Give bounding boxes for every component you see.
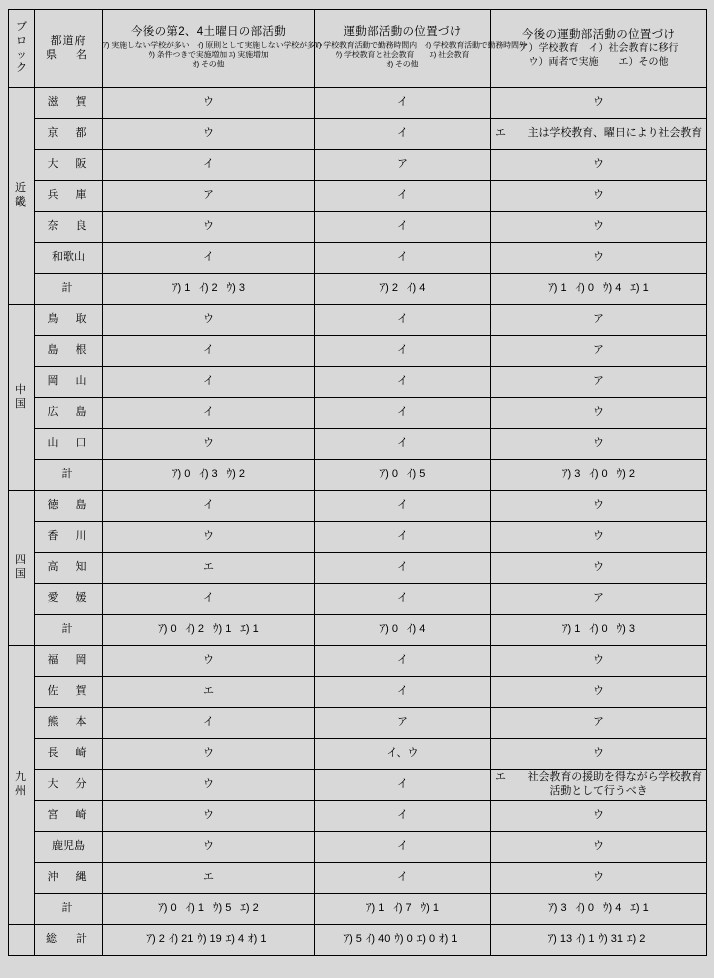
block-name-char: 四 xyxy=(15,554,28,567)
grand-total-block-spacer xyxy=(9,925,35,956)
answer-q2: イ xyxy=(315,336,491,367)
table-row xyxy=(9,305,707,336)
grand-total-segment: ｱ) 5 xyxy=(343,933,362,946)
answer-q1: ウ xyxy=(103,832,315,863)
header-question-q1 xyxy=(103,10,323,88)
answer-q2: イ xyxy=(315,119,491,150)
table-row xyxy=(9,739,707,770)
header-question-options xyxy=(103,40,323,70)
answer-q1: エ xyxy=(103,863,315,894)
table-row xyxy=(9,367,707,398)
summary-segment: ｲ) 4 xyxy=(407,623,426,636)
prefecture-name: 広 島 xyxy=(35,398,103,429)
summary-segment: ｱ) 1 xyxy=(365,902,385,915)
answer-q2: イ xyxy=(315,181,491,212)
table-row xyxy=(9,119,707,150)
answer-q2: イ xyxy=(315,212,491,243)
summary-segment: ｲ) 0 xyxy=(575,282,594,295)
table-row xyxy=(9,553,707,584)
answer-q3: ウ xyxy=(491,522,707,553)
grand-total-segment: ｳ) 19 xyxy=(197,933,222,946)
block-name-char: 国 xyxy=(15,397,28,410)
answer-q3: エ 社会教育の援助を得ながら学校教育活動として行うべき xyxy=(491,770,707,801)
answer-q3: エ 主は学校教育、曜日により社会教育 xyxy=(491,119,707,150)
grand-total-q3 xyxy=(491,925,707,956)
summary-segment: ｳ) 3 xyxy=(616,623,636,636)
answer-q1: イ xyxy=(103,243,315,274)
header-question-title: 運動部活動の位置づけ xyxy=(343,26,462,39)
answer-q2: イ xyxy=(315,88,491,119)
answer-q3: ウ xyxy=(491,398,707,429)
answer-q3: ウ xyxy=(491,212,707,243)
prefecture-name: 京 都 xyxy=(35,119,103,150)
block-summary-row xyxy=(9,615,707,646)
answer-q2: イ xyxy=(315,491,491,522)
table-row xyxy=(9,708,707,739)
table-row xyxy=(9,243,707,274)
summary-q1 xyxy=(103,615,315,646)
answer-q3: ウ xyxy=(491,243,707,274)
summary-segment: ｴ) 1 xyxy=(630,282,649,295)
summary-segment: ｲ) 5 xyxy=(407,468,426,481)
summary-q2 xyxy=(315,615,491,646)
header-question-q2 xyxy=(315,10,527,88)
answer-q2: イ xyxy=(315,398,491,429)
summary-segment: ｳ) 1 xyxy=(420,902,440,915)
prefecture-name: 兵 庫 xyxy=(35,181,103,212)
answer-q2: イ xyxy=(315,367,491,398)
answer-q1: ウ xyxy=(103,88,315,119)
grand-total-segment: ｳ) 31 xyxy=(598,933,623,946)
summary-segment: ｳ) 4 xyxy=(603,282,622,295)
answer-q1: ウ xyxy=(103,739,315,770)
table-row xyxy=(9,429,707,460)
table-row xyxy=(9,832,707,863)
block-name-cell xyxy=(9,491,35,646)
answer-q3: ウ xyxy=(491,88,707,119)
summary-q3 xyxy=(491,460,707,491)
answer-q1: ウ xyxy=(103,305,315,336)
summary-q2 xyxy=(315,894,491,925)
header-question-title: 今後の第2、4土曜日の部活動 xyxy=(131,26,286,39)
summary-segment: ｱ) 0 xyxy=(158,623,177,636)
answer-q1: イ xyxy=(103,584,315,615)
header-question-option: ｳ) 条件つきで実施増加 ｴ) 実施増加 xyxy=(148,50,269,60)
answer-q1: ウ xyxy=(103,119,315,150)
summary-segment: ｲ) 1 xyxy=(185,902,204,915)
prefecture-name: 奈 良 xyxy=(35,212,103,243)
header-block-label-char: ブ xyxy=(16,21,27,33)
answer-q2: ア xyxy=(315,708,491,739)
summary-label: 計 xyxy=(35,894,103,925)
answer-q3: ア xyxy=(491,708,707,739)
table-row xyxy=(9,212,707,243)
answer-q1: ウ xyxy=(103,429,315,460)
answer-q3: ウ xyxy=(491,150,707,181)
answer-q2: イ xyxy=(315,863,491,894)
answer-q3: ウ xyxy=(491,801,707,832)
prefecture-name: 佐 賀 xyxy=(35,677,103,708)
table-row xyxy=(9,584,707,615)
block-summary-row xyxy=(9,894,707,925)
summary-segment: ｱ) 0 xyxy=(379,623,398,636)
summary-q3 xyxy=(491,894,707,925)
block-summary-row xyxy=(9,460,707,491)
table-row xyxy=(9,491,707,522)
header-block-label-char: ロ xyxy=(16,34,27,47)
grand-total-segment: ｵ) 1 xyxy=(439,933,458,946)
header-question-option: ウ）両者で実施 エ）その他 xyxy=(528,56,669,68)
prefecture-name: 大 阪 xyxy=(35,150,103,181)
answer-q2: イ xyxy=(315,770,491,801)
table-row xyxy=(9,398,707,429)
grand-total-segment: ｲ) 1 xyxy=(576,933,595,946)
summary-segment: ｲ) 2 xyxy=(199,282,218,295)
header-question-option: ア）学校教育 イ）社会教育に移行 xyxy=(518,43,679,55)
answer-q1: イ xyxy=(103,367,315,398)
answer-q1: ウ xyxy=(103,801,315,832)
survey-table xyxy=(8,9,707,956)
answer-q2: イ xyxy=(315,522,491,553)
prefecture-name: 滋 賀 xyxy=(35,88,103,119)
table-row xyxy=(9,522,707,553)
answer-q1: イ xyxy=(103,708,315,739)
summary-segment: ｲ) 3 xyxy=(199,468,218,481)
answer-q3: ウ xyxy=(491,491,707,522)
summary-segment: ｱ) 3 xyxy=(548,902,567,915)
answer-q3: ア xyxy=(491,584,707,615)
grand-total-segment: ｱ) 2 xyxy=(146,933,165,946)
table-header-row xyxy=(9,10,707,88)
grand-total-segment: ｵ) 1 xyxy=(248,933,267,946)
answer-q3: ウ xyxy=(491,429,707,460)
block-name-char: 畿 xyxy=(15,196,28,208)
grand-total-row xyxy=(9,925,707,956)
summary-segment: ｱ) 0 xyxy=(379,468,398,481)
summary-label: 計 xyxy=(35,460,103,491)
header-question-option: ｱ) 実施しない学校が多い ｲ) 原則として実施しない学校が多い xyxy=(103,40,323,50)
header-block-label xyxy=(9,10,35,88)
block-name-char: 近 xyxy=(15,182,28,195)
summary-segment: ｱ) 3 xyxy=(561,468,581,481)
block-name-char: 州 xyxy=(15,785,28,797)
summary-segment: ｱ) 1 xyxy=(561,623,581,636)
prefecture-name: 大 分 xyxy=(35,770,103,801)
answer-q1: イ xyxy=(103,491,315,522)
answer-q2: イ xyxy=(315,305,491,336)
answer-q2: イ xyxy=(315,832,491,863)
answer-q3: ウ xyxy=(491,181,707,212)
grand-total-q1 xyxy=(103,925,315,956)
prefecture-name: 熊 本 xyxy=(35,708,103,739)
table-row xyxy=(9,181,707,212)
answer-q1: ウ xyxy=(103,212,315,243)
grand-total-label: 総 計 xyxy=(35,925,103,956)
answer-q3: ア xyxy=(491,367,707,398)
answer-q2: イ、ウ xyxy=(315,739,491,770)
header-question-option: ｵ) その他 xyxy=(386,60,419,69)
answer-q2: ア xyxy=(315,150,491,181)
header-prefecture-label-line1: 都道府 xyxy=(50,34,87,47)
header-block-label-char: ッ xyxy=(16,48,27,61)
summary-segment: ｲ) 4 xyxy=(407,282,426,295)
summary-segment: ｳ) 2 xyxy=(226,468,246,481)
summary-segment: ｳ) 2 xyxy=(616,468,636,481)
table-row xyxy=(9,88,707,119)
summary-segment: ｱ) 0 xyxy=(158,902,177,915)
summary-segment: ｳ) 1 xyxy=(213,623,232,636)
summary-segment: ｲ) 0 xyxy=(589,623,608,636)
prefecture-name: 島 根 xyxy=(35,336,103,367)
prefecture-name: 福 岡 xyxy=(35,646,103,677)
summary-q1 xyxy=(103,460,315,491)
grand-total-segment: ｲ) 21 xyxy=(168,933,194,946)
summary-segment: ｱ) 0 xyxy=(171,468,191,481)
prefecture-name: 鳥 取 xyxy=(35,305,103,336)
summary-segment: ｳ) 4 xyxy=(603,902,622,915)
block-name-cell xyxy=(9,305,35,491)
header-prefecture-label-line2: 県 名 xyxy=(46,48,91,61)
answer-q1: ウ xyxy=(103,770,315,801)
summary-q1 xyxy=(103,894,315,925)
answer-q1: ウ xyxy=(103,646,315,677)
summary-segment: ｲ) 7 xyxy=(393,902,412,915)
header-prefecture-label xyxy=(35,10,103,88)
summary-label: 計 xyxy=(35,274,103,305)
answer-q2: イ xyxy=(315,584,491,615)
answer-q2: イ xyxy=(315,646,491,677)
prefecture-name: 徳 島 xyxy=(35,491,103,522)
prefecture-name: 長 崎 xyxy=(35,739,103,770)
grand-total-segment: ｴ) 2 xyxy=(626,933,646,946)
prefecture-name: 和歌山 xyxy=(35,243,103,274)
prefecture-name: 高 知 xyxy=(35,553,103,584)
block-summary-row xyxy=(9,274,707,305)
table-row xyxy=(9,770,707,801)
grand-total-segment: ｴ) 0 xyxy=(416,933,436,946)
header-question-option: ｵ) その他 xyxy=(192,60,225,69)
summary-q3 xyxy=(491,274,707,305)
summary-q1 xyxy=(103,274,315,305)
grand-total-segment: ｲ) 40 xyxy=(365,933,391,946)
prefecture-name: 山 口 xyxy=(35,429,103,460)
grand-total-segment: ｱ) 13 xyxy=(547,933,573,946)
answer-q3: ウ xyxy=(491,677,707,708)
summary-segment: ｱ) 1 xyxy=(548,282,567,295)
summary-q3 xyxy=(491,615,707,646)
grand-total-segment: ｳ) 0 xyxy=(394,933,413,946)
answer-q2: イ xyxy=(315,677,491,708)
table-row xyxy=(9,150,707,181)
summary-segment: ｲ) 2 xyxy=(185,623,204,636)
answer-q1: イ xyxy=(103,336,315,367)
answer-q1: エ xyxy=(103,677,315,708)
answer-q2: イ xyxy=(315,243,491,274)
answer-q1: エ xyxy=(103,553,315,584)
summary-q2 xyxy=(315,274,491,305)
summary-segment: ｳ) 5 xyxy=(213,902,232,915)
grand-total-q2 xyxy=(315,925,491,956)
summary-segment: ｴ) 2 xyxy=(240,902,259,915)
prefecture-name: 鹿児島 xyxy=(35,832,103,863)
answer-q1: イ xyxy=(103,150,315,181)
answer-q3: ア xyxy=(491,336,707,367)
block-name-cell xyxy=(9,646,35,925)
block-name-char: 国 xyxy=(15,568,28,580)
header-question-option: ｱ) 学校教育活動で勤務時間内 ｲ) 学校教育活動で勤務時間外 xyxy=(315,40,527,50)
block-name-cell xyxy=(9,88,35,305)
summary-segment: ｲ) 0 xyxy=(589,468,608,481)
answer-q1: ア xyxy=(103,181,315,212)
header-question-option: ｳ) 学校教育と社会教育 ｴ) 社会教育 xyxy=(335,50,470,60)
answer-q1: ウ xyxy=(103,522,315,553)
table-row xyxy=(9,801,707,832)
block-name-char: 九 xyxy=(15,771,28,784)
answer-q3: ウ xyxy=(491,646,707,677)
table-row xyxy=(9,863,707,894)
prefecture-name: 香 川 xyxy=(35,522,103,553)
answer-q2: イ xyxy=(315,553,491,584)
answer-q1: イ xyxy=(103,398,315,429)
answer-q2: イ xyxy=(315,429,491,460)
summary-segment: ｴ) 1 xyxy=(630,902,649,915)
header-question-options xyxy=(315,40,527,70)
answer-q3: ウ xyxy=(491,553,707,584)
prefecture-name: 岡 山 xyxy=(35,367,103,398)
summary-label: 計 xyxy=(35,615,103,646)
table-row xyxy=(9,336,707,367)
header-block-label-char: ク xyxy=(16,62,27,75)
grand-total-segment: ｴ) 4 xyxy=(225,933,245,946)
summary-segment: ｳ) 3 xyxy=(226,282,246,295)
answer-q2: イ xyxy=(315,801,491,832)
summary-q2 xyxy=(315,460,491,491)
prefecture-name: 愛 媛 xyxy=(35,584,103,615)
summary-segment: ｱ) 1 xyxy=(171,282,191,295)
summary-segment: ｱ) 2 xyxy=(379,282,398,295)
header-question-title: 今後の運動部活動の位置づけ xyxy=(521,28,676,41)
answer-q3: ウ xyxy=(491,739,707,770)
summary-segment: ｴ) 1 xyxy=(240,623,259,636)
answer-q3: ウ xyxy=(491,863,707,894)
block-name-char: 中 xyxy=(15,383,28,396)
answer-q3: ア xyxy=(491,305,707,336)
prefecture-name: 沖 縄 xyxy=(35,863,103,894)
answer-q3: ウ xyxy=(491,832,707,863)
table-row xyxy=(9,646,707,677)
prefecture-name: 宮 崎 xyxy=(35,801,103,832)
table-row xyxy=(9,677,707,708)
summary-segment: ｲ) 0 xyxy=(575,902,594,915)
